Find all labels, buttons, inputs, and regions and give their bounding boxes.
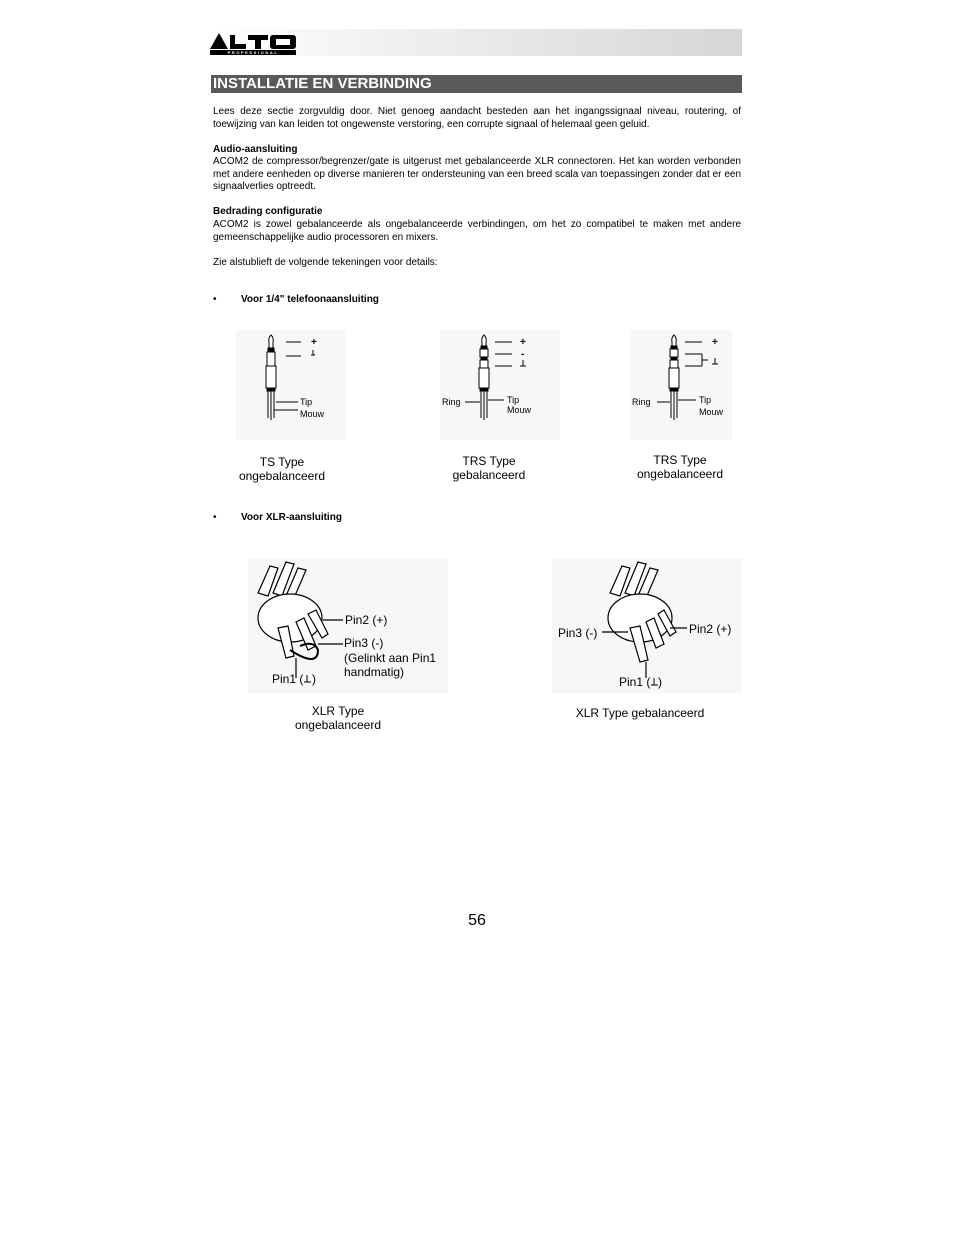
- svg-text:Pin2 (+): Pin2 (+): [689, 622, 732, 636]
- svg-text:PROFESSIONAL: PROFESSIONAL: [227, 50, 279, 55]
- svg-text:Mouw: Mouw: [300, 409, 325, 419]
- ts-plug-diagram: [236, 330, 346, 440]
- svg-text:Pin2 (+): Pin2 (+): [345, 613, 388, 627]
- svg-text:+: +: [311, 337, 317, 348]
- caption-xlr-balanced: XLR Type gebalanceerd: [575, 706, 705, 720]
- svg-text:Ring: Ring: [632, 397, 651, 407]
- caption-line: TS Type: [259, 455, 305, 469]
- svg-text:Tip: Tip: [507, 395, 520, 405]
- svg-text:Pin1 (: Pin1 (: [619, 675, 651, 689]
- svg-text:Mouw: Mouw: [699, 407, 724, 417]
- svg-text:Pin3 (-): Pin3 (-): [558, 626, 598, 640]
- caption-line: TRS Type: [462, 454, 516, 468]
- caption-trs-balanced: [429, 454, 549, 482]
- alto-logo: [210, 31, 298, 57]
- bullet-dot: •: [213, 294, 217, 305]
- trs-balanced-plug-diagram: [440, 330, 560, 440]
- xlr-unbalanced-diagram: [248, 558, 448, 693]
- bullet-phone: Voor 1/4" telefoonaansluiting: [241, 294, 379, 305]
- svg-text:+: +: [520, 337, 526, 348]
- caption-xlr-unbalanced: [273, 704, 403, 732]
- svg-text:Pin1 (: Pin1 (: [272, 672, 304, 686]
- xlr-balanced-diagram: [552, 558, 742, 693]
- svg-text:Tip: Tip: [699, 395, 712, 405]
- trs-unbalanced-plug-diagram: [630, 330, 732, 440]
- svg-text:handmatig): handmatig): [344, 665, 405, 679]
- caption-line: ongebalanceerd: [238, 469, 326, 483]
- bullet-xlr: Voor XLR-aansluiting: [241, 512, 342, 523]
- caption-line: gebalanceerd: [452, 468, 526, 482]
- svg-text:+: +: [712, 337, 718, 348]
- caption-ts-unbalanced: [222, 455, 342, 483]
- wiring-paragraph: ACOM2 is zowel gebalanceerde als ongebalanceerde verbindingen, om het zo compatibel te maken met andere gemeenschappelijke audio processoren en mixers.: [213, 219, 741, 243]
- audio-paragraph: ACOM2 de compressor/begrenzer/gate is uitgerust met gebalanceerde XLR connectoren. Het kan worden verbonden met andere eenheden op diverse manieren ter ondersteuning van een breed scala van toepassingen zonder dat er een signaalverlies optreedt.: [213, 156, 741, 192]
- svg-text:Mouw: Mouw: [507, 405, 532, 415]
- svg-text:): ): [658, 675, 662, 689]
- caption-line: XLR Type: [311, 704, 365, 718]
- svg-text:Ring: Ring: [442, 397, 461, 407]
- section-title: INSTALLATIE EN VERBINDING: [211, 75, 742, 93]
- caption-line: ongebalanceerd: [636, 467, 724, 481]
- svg-text:): ): [312, 672, 316, 686]
- svg-text:(Gelinkt aan Pin1: (Gelinkt aan Pin1: [344, 651, 437, 665]
- page-number: 56: [468, 912, 486, 929]
- bullet-dot: •: [213, 512, 217, 523]
- caption-line: ongebalanceerd: [294, 718, 382, 732]
- svg-text:-: -: [521, 349, 525, 360]
- caption-trs-unbalanced: [620, 453, 740, 481]
- wiring-heading: Bedrading configuratie: [213, 206, 323, 217]
- audio-heading: Audio-aansluiting: [213, 144, 298, 155]
- intro-paragraph: Lees deze sectie zorgvuldig door. Niet genoeg aandacht besteden aan het ingangssignaal niveau, routering, of toewijzing van kan leiden tot ongewenste verstoring, een corrupte signaal of helemaal geen geluid.: [213, 106, 741, 130]
- svg-text:Tip: Tip: [300, 397, 313, 407]
- svg-text:Pin3 (-): Pin3 (-): [344, 636, 384, 650]
- caption-line: TRS Type: [653, 453, 707, 467]
- see-drawings-text: Zie alstublieft de volgende tekeningen voor details:: [213, 257, 438, 268]
